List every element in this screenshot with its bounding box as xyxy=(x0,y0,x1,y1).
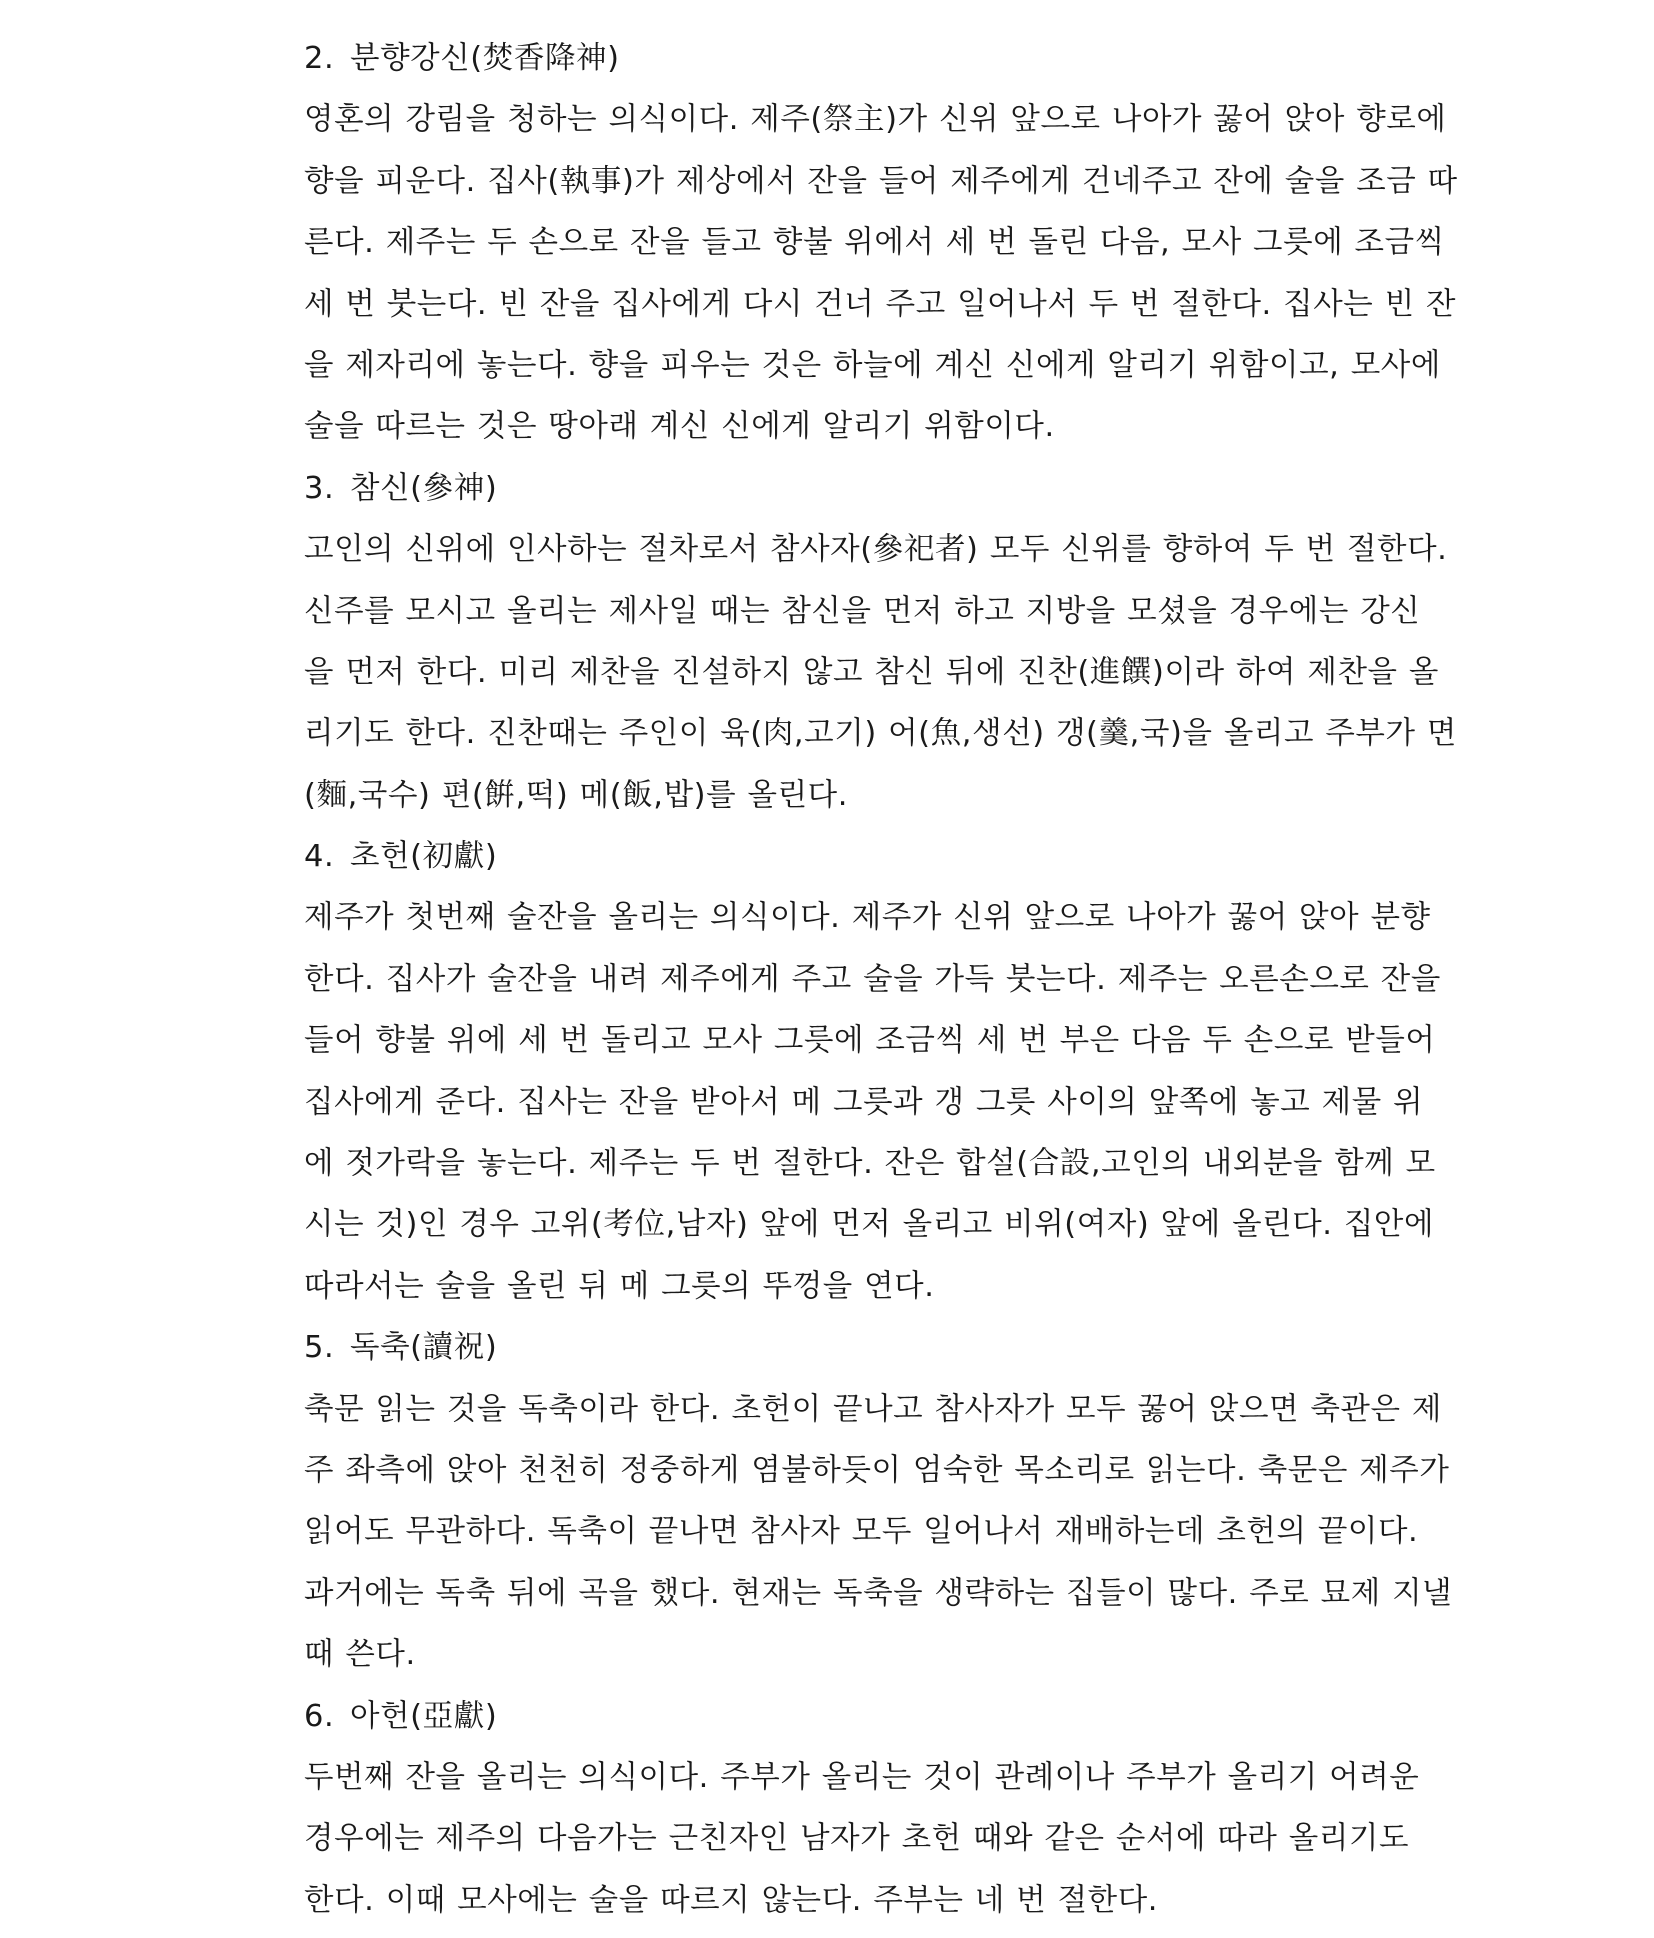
paragraph-line: 과거에는 독축 뒤에 곡을 했다. 현재는 독축을 생략하는 집들이 많다. 주로 묘제 지낼 xyxy=(304,1575,1453,1611)
paragraph-line: 을 제자리에 놓는다. 향을 피우는 것은 하늘에 계신 신에게 알리기 위함이고, 모사에 xyxy=(304,347,1441,383)
paragraph-line: 제주가 첫번째 술잔을 올리는 의식이다. 제주가 신위 앞으로 나아가 꿇어 앉아 분향 xyxy=(304,900,1431,936)
paragraph-line: 두번째 잔을 올리는 의식이다. 주부가 올리는 것이 관례이나 주부가 올리기 어려운 xyxy=(304,1759,1420,1795)
section-heading xyxy=(304,826,1479,887)
section-heading xyxy=(304,1686,1479,1747)
paragraph-line: 시는 것)인 경우 고위(考位,남자) 앞에 먼저 올리고 비위(여자) 앞에 올린다. 집안에 xyxy=(304,1207,1435,1243)
section-chohun xyxy=(304,826,1479,1317)
paragraph-line: 읽어도 무관하다. 독축이 끝나면 참사자 모두 일어나서 재배하는데 초헌의 끝이다. xyxy=(304,1514,1419,1550)
paragraph-line: 주 좌측에 앉아 천천히 정중하게 염불하듯이 엄숙한 목소리로 읽는다. 축문은 제주가 xyxy=(304,1452,1450,1488)
section-chamsin xyxy=(304,458,1479,826)
paragraph-line: 향을 피운다. 집사(執事)가 제상에서 잔을 들어 제주에게 건네주고 잔에 술을 조금 따 xyxy=(304,163,1458,199)
section-number: 2. xyxy=(304,41,335,76)
paragraph-line: 고인의 신위에 인사하는 절차로서 참사자(參祀者) 모두 신위를 향하여 두 번 절한다. xyxy=(304,532,1448,568)
section-title: 아헌(亞獻) xyxy=(350,1698,498,1734)
section-heading xyxy=(304,458,1479,519)
paragraph-line: 따라서는 술을 올린 뒤 메 그릇의 뚜껑을 연다. xyxy=(304,1268,935,1304)
section-number: 4. xyxy=(304,839,335,875)
section-title: 참신(參神) xyxy=(350,470,498,506)
section-title: 초헌(初獻) xyxy=(350,839,498,875)
paragraph-line: 리기도 한다. 진찬때는 주인이 육(肉,고기) 어(魚,생선) 갱(羹,국)을 올리고 주부가 면 xyxy=(304,716,1457,752)
paragraph-line: 한다. 이때 모사에는 술을 따르지 않는다. 주부는 네 번 절한다. xyxy=(304,1882,1159,1918)
paragraph-line: 들어 향불 위에 세 번 돌리고 모사 그릇에 조금씩 세 번 부은 다음 두 손으로 받들어 xyxy=(304,1023,1436,1059)
section-heading xyxy=(304,28,1479,89)
section-ahun xyxy=(304,1686,1479,1932)
paragraph-line: 른다. 제주는 두 손으로 잔을 들고 향불 위에서 세 번 돌린 다음, 모사 그릇에 조금씩 xyxy=(304,225,1445,261)
paragraph-line: 술을 따르는 것은 땅아래 계신 신에게 알리기 위함이다. xyxy=(304,409,1055,445)
paragraph-line: 집사에게 준다. 집사는 잔을 받아서 메 그릇과 갱 그릇 사이의 앞쪽에 놓고 제물 위 xyxy=(304,1084,1424,1120)
paragraph-line: (麵,국수) 편(餠,떡) 메(飯,밥)를 올린다. xyxy=(304,777,848,813)
section-number: 5. xyxy=(304,1330,335,1366)
paragraph-line: 신주를 모시고 올리는 제사일 때는 참신을 먼저 하고 지방을 모셨을 경우에는 강신 xyxy=(304,593,1421,629)
document-page xyxy=(304,28,1479,1931)
section-dokchuk xyxy=(304,1317,1479,1685)
paragraph-line: 에 젓가락을 놓는다. 제주는 두 번 절한다. 잔은 합설(合設,고인의 내외분을 함께 모 xyxy=(304,1146,1436,1182)
paragraph-line: 축문 읽는 것을 독축이라 한다. 초헌이 끝나고 참사자가 모두 꿇어 앉으면 축관은 제 xyxy=(304,1391,1442,1427)
paragraph-line: 경우에는 제주의 다음가는 근친자인 남자가 초헌 때와 같은 순서에 따라 올리기도 xyxy=(304,1821,1410,1857)
section-title: 분향강신(焚香降神) xyxy=(350,41,620,76)
paragraph-line: 을 먼저 한다. 미리 제찬을 진설하지 않고 참신 뒤에 진찬(進饌)이라 하여 제찬을 올 xyxy=(304,654,1439,690)
section-heading xyxy=(304,1317,1479,1378)
section-number: 3. xyxy=(304,470,335,506)
paragraph-line: 한다. 집사가 술잔을 내려 제주에게 주고 술을 가득 붓는다. 제주는 오른손으로 잔을 xyxy=(304,961,1441,997)
paragraph-line: 영혼의 강림을 청하는 의식이다. 제주(祭主)가 신위 앞으로 나아가 꿇어 앉아 향로에 xyxy=(304,102,1447,138)
section-bunhyang-gangsin xyxy=(304,28,1479,458)
paragraph-line: 때 쓴다. xyxy=(304,1637,416,1673)
section-title: 독축(讀祝) xyxy=(350,1330,498,1366)
paragraph-line: 세 번 붓는다. 빈 잔을 집사에게 다시 건너 주고 일어나서 두 번 절한다. 집사는 빈 잔 xyxy=(304,286,1457,322)
section-number: 6. xyxy=(304,1698,335,1734)
